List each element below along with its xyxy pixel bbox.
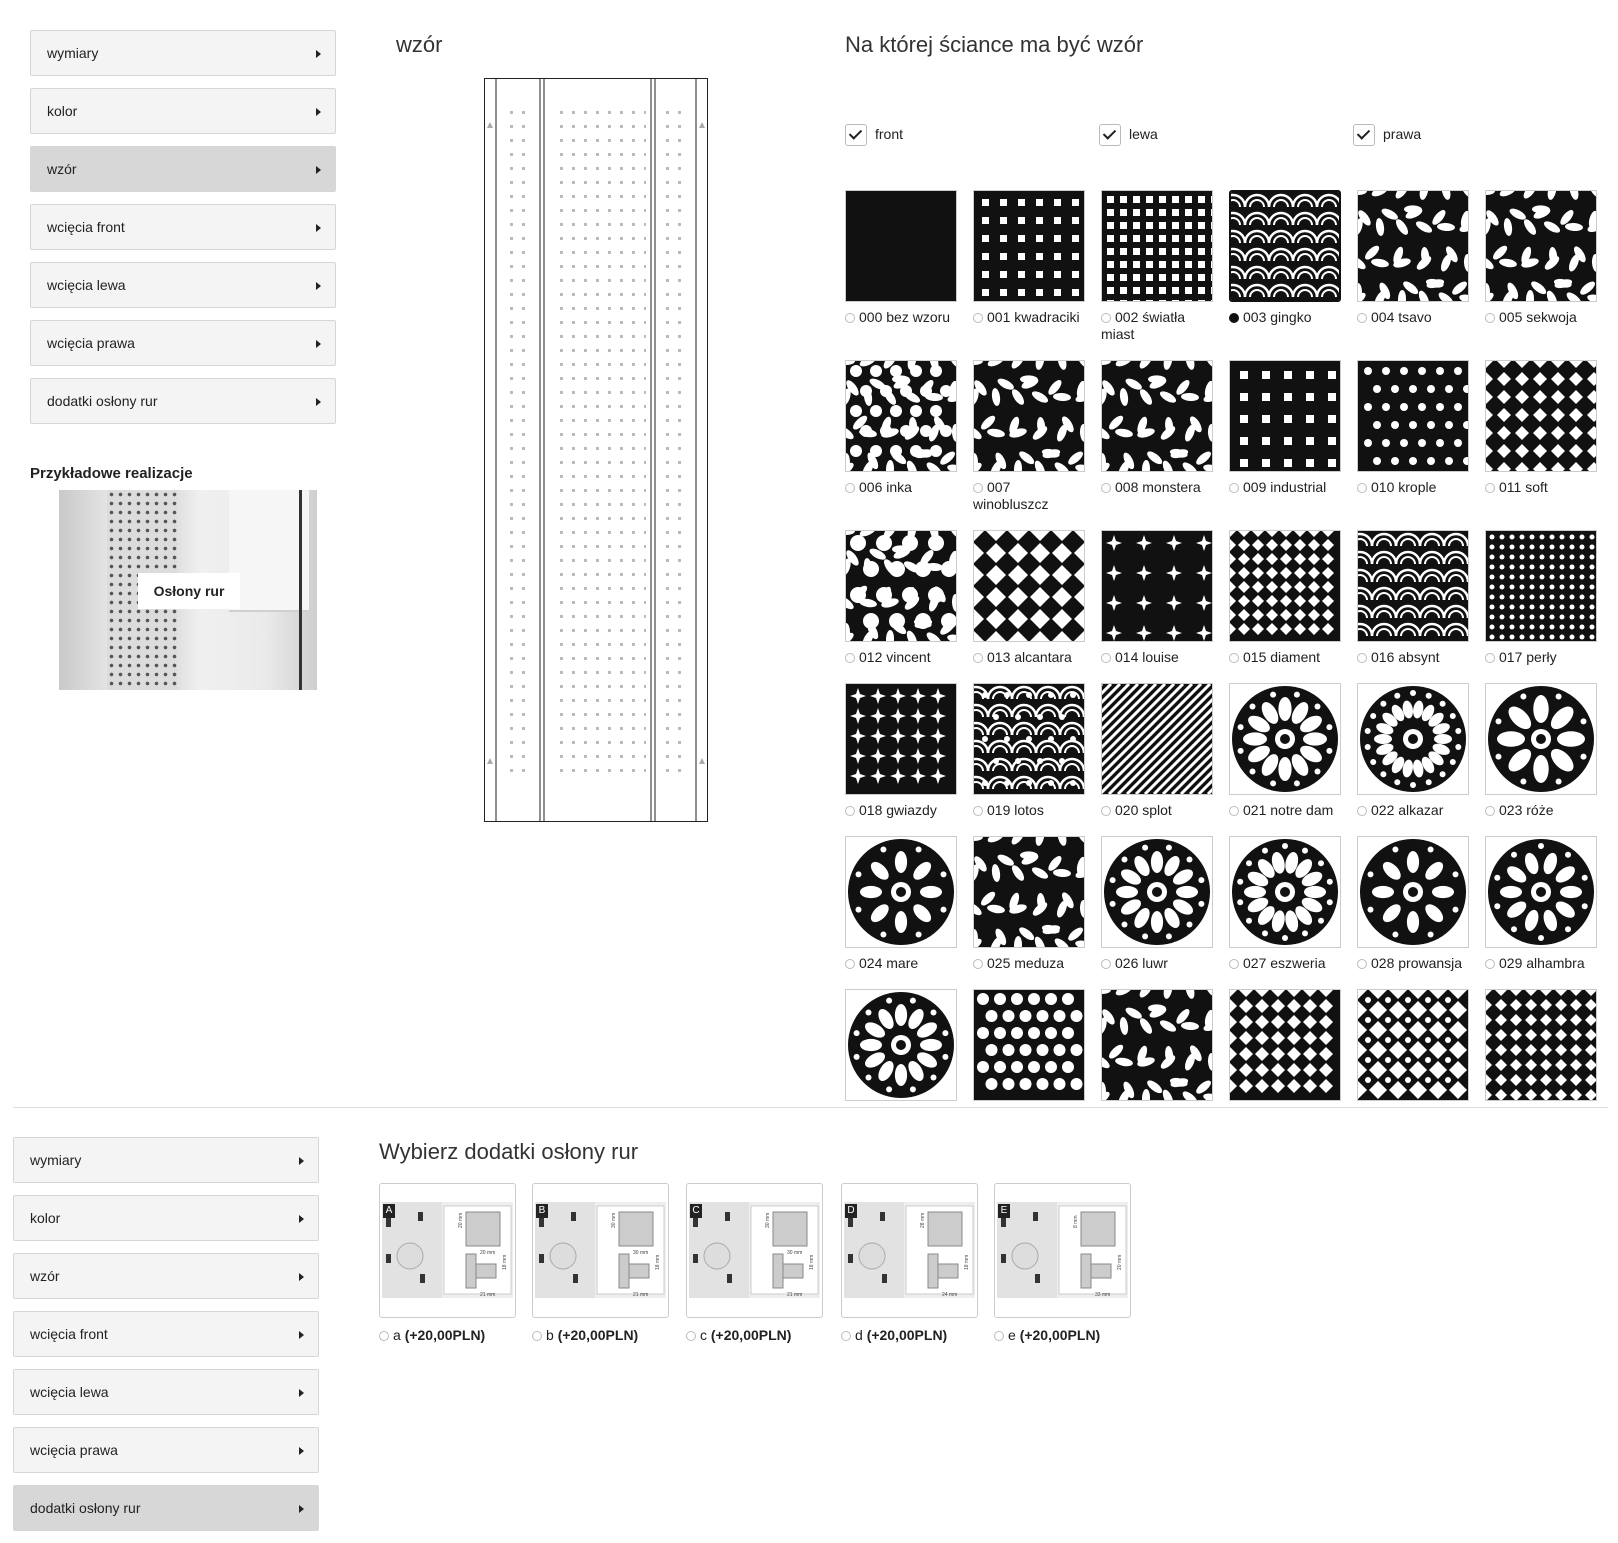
addon-dimension-label: 18 mm <box>809 1255 815 1270</box>
pattern-option-007-winobluszcz[interactable] <box>973 360 1085 513</box>
cabinet-photo <box>229 490 309 612</box>
pattern-label: 015 diament <box>1243 649 1320 665</box>
pattern-label: 023 róże <box>1499 802 1553 818</box>
pattern-radio[interactable] <box>1357 483 1367 493</box>
pattern-label: 002 światła miast <box>1101 309 1185 342</box>
pattern-option-021-notre-dam[interactable] <box>1229 683 1341 819</box>
caret-right-icon <box>299 1447 304 1455</box>
pattern-option-013-alcantara[interactable] <box>973 530 1085 666</box>
pattern-option-025-meduza[interactable] <box>973 836 1085 972</box>
pattern-option-015-diament[interactable] <box>1229 530 1341 666</box>
pattern-radio[interactable] <box>1101 483 1111 493</box>
sidebar-item-label: wymiary <box>47 45 98 61</box>
sidebar-bottom <box>13 1137 319 1543</box>
pattern-thumbnail[interactable] <box>845 989 957 1101</box>
pattern-thumbnail[interactable] <box>1357 836 1469 948</box>
pattern-radio[interactable] <box>1229 483 1239 493</box>
caret-right-icon <box>299 1505 304 1513</box>
pattern-radio[interactable] <box>845 806 855 816</box>
pattern-label: 026 luwr <box>1115 955 1168 971</box>
pattern-option-009-industrial[interactable] <box>1229 360 1341 496</box>
pattern-thumbnail[interactable] <box>1101 530 1213 642</box>
sidebar-item-wciecia-lewa[interactable] <box>13 1369 319 1415</box>
pattern-thumbnail[interactable] <box>1357 683 1469 795</box>
pattern-label: 029 alhambra <box>1499 955 1585 971</box>
pattern-radio[interactable] <box>973 806 983 816</box>
pattern-thumbnail[interactable] <box>1357 989 1469 1101</box>
sidebar-item-label: wcięcia prawa <box>30 1442 118 1458</box>
pattern-radio[interactable] <box>1101 313 1111 323</box>
addon-dimension-label: 18 mm <box>655 1255 661 1270</box>
addon-letter-badge: D <box>845 1204 857 1218</box>
pattern-option-022-alkazar[interactable] <box>1357 683 1469 819</box>
sidebar-item-kolor[interactable] <box>30 88 336 134</box>
sidebar-item-label: wcięcia lewa <box>47 277 126 293</box>
pattern-thumbnail[interactable] <box>973 530 1085 642</box>
pattern-thumbnail[interactable] <box>845 683 957 795</box>
pattern-radio[interactable] <box>1485 313 1495 323</box>
addon-name: a <box>393 1327 401 1343</box>
realizacje-photo[interactable] <box>59 490 317 690</box>
caret-right-icon <box>299 1157 304 1165</box>
pattern-label: 019 lotos <box>987 802 1044 818</box>
sidebar-item-wymiary[interactable] <box>30 30 336 76</box>
sidebar-item-label: wcięcia prawa <box>47 335 135 351</box>
pattern-thumbnail[interactable] <box>1357 530 1469 642</box>
checkbox-prawa-box[interactable] <box>1353 124 1375 146</box>
pattern-radio[interactable] <box>1357 653 1367 663</box>
addon-dimension-label: 30 mm <box>765 1213 771 1228</box>
pattern-label: 028 prowansja <box>1371 955 1462 971</box>
pattern-label: 005 sekwoja <box>1499 309 1577 325</box>
wall-select-title: Na której ściance ma być wzór <box>845 32 1143 58</box>
pattern-radio[interactable] <box>1485 959 1495 969</box>
sidebar-item-label: dodatki osłony rur <box>30 1500 141 1516</box>
pattern-radio[interactable] <box>845 313 855 323</box>
addon-dimension-label: 21 mm <box>787 1292 802 1298</box>
pattern-thumbnail[interactable] <box>973 836 1085 948</box>
addon-price: (+20,00PLN) <box>405 1327 486 1343</box>
pattern-thumbnail[interactable] <box>1101 190 1213 302</box>
pattern-label: 018 gwiazdy <box>859 802 937 818</box>
addon-dimension-label: 8 mm <box>1073 1216 1079 1229</box>
checkbox-prawa-label: prawa <box>1383 126 1421 142</box>
pattern-thumbnail[interactable] <box>845 360 957 472</box>
pattern-radio[interactable] <box>1229 806 1239 816</box>
pattern-radio[interactable] <box>973 653 983 663</box>
pattern-thumbnail[interactable] <box>1229 836 1341 948</box>
pattern-option[interactable] <box>845 989 957 1101</box>
pattern-option-020-splot[interactable] <box>1101 683 1213 819</box>
caret-right-icon <box>316 166 321 174</box>
pattern-option[interactable] <box>1229 989 1341 1101</box>
pattern-label: 004 tsavo <box>1371 309 1432 325</box>
pattern-label: 021 notre dam <box>1243 802 1333 818</box>
addon-dimension-label: 18 mm <box>502 1255 508 1270</box>
pattern-radio[interactable] <box>1101 653 1111 663</box>
sidebar-item-wciecia-prawa[interactable] <box>30 320 336 366</box>
addon-dimension-label: 30 mm <box>611 1213 617 1228</box>
pattern-thumbnail[interactable] <box>973 683 1085 795</box>
sidebar-item-kolor[interactable] <box>13 1195 319 1241</box>
addon-dimension-label: 20 mm <box>480 1250 495 1256</box>
realizacje-title: Przykładowe realizacje <box>30 465 193 482</box>
addon-dimension-label: 24 mm <box>942 1292 957 1298</box>
caret-right-icon <box>316 224 321 232</box>
addon-dimension-label: 20 mm <box>458 1213 464 1228</box>
addon-price: (+20,00PLN) <box>558 1327 639 1343</box>
pattern-option-029-alhambra[interactable] <box>1485 836 1597 972</box>
pattern-radio[interactable] <box>1357 806 1367 816</box>
addon-dimension-label: 30 mm <box>787 1250 802 1256</box>
checkbox-lewa[interactable] <box>1099 122 1158 146</box>
pattern-thumbnail[interactable] <box>845 836 957 948</box>
pattern-thumbnail[interactable] <box>1229 190 1341 302</box>
pattern-radio[interactable] <box>1101 806 1111 816</box>
addon-name: e <box>1008 1327 1016 1343</box>
sidebar-item-label: wymiary <box>30 1152 81 1168</box>
pattern-label: 006 inka <box>859 479 912 495</box>
sidebar-item-wymiary[interactable] <box>13 1137 319 1183</box>
caret-right-icon <box>316 340 321 348</box>
addon-image[interactable] <box>686 1183 823 1318</box>
pattern-thumbnail[interactable] <box>1101 989 1213 1101</box>
pattern-option-012-vincent[interactable] <box>845 530 957 666</box>
pattern-label: 008 monstera <box>1115 479 1201 495</box>
pattern-option-005-sekwoja[interactable] <box>1485 190 1597 326</box>
addon-price: (+20,00PLN) <box>711 1327 792 1343</box>
pattern-option-017-perly[interactable] <box>1485 530 1597 666</box>
sidebar-item-wzor[interactable] <box>30 146 336 192</box>
pattern-thumbnail[interactable] <box>1485 360 1597 472</box>
pattern-label: 017 perły <box>1499 649 1557 665</box>
checkbox-front[interactable] <box>845 122 903 146</box>
pattern-label: 014 louise <box>1115 649 1179 665</box>
addon-name: c <box>700 1327 707 1343</box>
pattern-option-010-krople[interactable] <box>1357 360 1469 496</box>
addon-radio[interactable] <box>379 1331 389 1341</box>
pattern-label: 009 industrial <box>1243 479 1326 495</box>
pattern-thumbnail[interactable] <box>1485 989 1597 1101</box>
glass-edge <box>299 490 302 690</box>
pattern-label: 003 gingko <box>1243 309 1312 325</box>
addon-radio[interactable] <box>841 1331 851 1341</box>
pattern-thumbnail[interactable] <box>1485 530 1597 642</box>
caret-right-icon <box>316 282 321 290</box>
addon-option-c[interactable] <box>686 1183 823 1343</box>
sidebar-item-label: wcięcia front <box>30 1326 108 1342</box>
pattern-option-008-monstera[interactable] <box>1101 360 1213 496</box>
pattern-option-023-roze[interactable] <box>1485 683 1597 819</box>
pattern-thumbnail[interactable] <box>1229 360 1341 472</box>
checkbox-lewa-box[interactable] <box>1099 124 1121 146</box>
addon-radio[interactable] <box>994 1331 1004 1341</box>
section-divider <box>13 1107 1608 1108</box>
pattern-thumbnail[interactable] <box>1229 989 1341 1101</box>
pattern-label: 022 alkazar <box>1371 802 1443 818</box>
addon-image[interactable] <box>994 1183 1131 1318</box>
pattern-thumbnail[interactable] <box>845 530 957 642</box>
sidebar-top <box>30 30 336 436</box>
addon-dimension-label: 21 mm <box>480 1292 495 1298</box>
sidebar-item-wciecia-front[interactable] <box>13 1311 319 1357</box>
addon-letter-badge: C <box>690 1204 702 1218</box>
addon-image[interactable] <box>379 1183 516 1318</box>
pattern-label: 027 eszweria <box>1243 955 1326 971</box>
caret-right-icon <box>299 1215 304 1223</box>
sidebar-item-label: kolor <box>47 103 77 119</box>
pattern-label: 024 mare <box>859 955 918 971</box>
pattern-thumbnail[interactable] <box>973 989 1085 1101</box>
caret-right-icon <box>299 1331 304 1339</box>
sidebar-item-label: dodatki osłony rur <box>47 393 158 409</box>
pattern-option[interactable] <box>973 989 1085 1101</box>
pattern-thumbnail[interactable] <box>1485 683 1597 795</box>
sidebar-item-wciecia-front[interactable] <box>30 204 336 250</box>
pattern-label: 007 winobluszcz <box>973 479 1048 512</box>
pattern-radio[interactable] <box>845 483 855 493</box>
addon-dimension-label: 28 mm <box>920 1213 926 1228</box>
pattern-radio[interactable] <box>1357 959 1367 969</box>
addon-option-b[interactable] <box>532 1183 669 1343</box>
addon-dimension-label: 30 mm <box>633 1250 648 1256</box>
pattern-option-019-lotos[interactable] <box>973 683 1085 819</box>
pattern-option-014-louise[interactable] <box>1101 530 1213 666</box>
pattern-thumbnail[interactable] <box>1229 683 1341 795</box>
checkbox-prawa[interactable] <box>1353 122 1421 146</box>
pattern-radio[interactable] <box>1229 313 1239 323</box>
pattern-option-001-kwadraciki[interactable] <box>973 190 1085 326</box>
sidebar-item-dodatki-oslony-rur[interactable] <box>30 378 336 424</box>
pattern-label: 020 splot <box>1115 802 1172 818</box>
addon-name: d <box>855 1327 863 1343</box>
addon-name: b <box>546 1327 554 1343</box>
pattern-thumbnail[interactable] <box>1485 190 1597 302</box>
addon-option-a[interactable] <box>379 1183 516 1343</box>
addon-price: (+20,00PLN) <box>1020 1327 1101 1343</box>
pattern-option-006-inka[interactable] <box>845 360 957 496</box>
addon-radio[interactable] <box>532 1331 542 1341</box>
pattern-option-027-eszweria[interactable] <box>1229 836 1341 972</box>
pattern-radio[interactable] <box>1485 653 1495 663</box>
sidebar-item-wciecia-prawa[interactable] <box>13 1427 319 1473</box>
pattern-label: 011 soft <box>1499 479 1548 495</box>
caret-right-icon <box>299 1273 304 1281</box>
pattern-label: 000 bez wzoru <box>859 309 950 325</box>
sidebar-item-dodatki-oslony-rur[interactable] <box>13 1485 319 1531</box>
sidebar-item-label: kolor <box>30 1210 60 1226</box>
addon-dimension-label: 18 mm <box>964 1255 970 1270</box>
photo-label: Osłony rur <box>138 573 240 609</box>
pattern-thumbnail[interactable] <box>973 190 1085 302</box>
pattern-radio[interactable] <box>1229 959 1239 969</box>
pattern-thumbnail[interactable] <box>1101 683 1213 795</box>
pattern-option[interactable] <box>1101 989 1213 1101</box>
pattern-option-003-gingko[interactable] <box>1229 190 1341 326</box>
pattern-thumbnail[interactable] <box>1357 190 1469 302</box>
pattern-radio[interactable] <box>1101 959 1111 969</box>
pattern-radio[interactable] <box>845 959 855 969</box>
sidebar-item-label: wcięcia front <box>47 219 125 235</box>
addon-image[interactable] <box>841 1183 978 1318</box>
checkbox-lewa-label: lewa <box>1129 126 1158 142</box>
sidebar-item-wzor[interactable] <box>13 1253 319 1299</box>
pattern-option[interactable] <box>1485 989 1597 1101</box>
pattern-radio[interactable] <box>973 959 983 969</box>
pattern-radio[interactable] <box>845 653 855 663</box>
sidebar-item-label: wzór <box>30 1268 60 1284</box>
pattern-thumbnail[interactable] <box>1357 360 1469 472</box>
checkbox-front-box[interactable] <box>845 124 867 146</box>
pattern-option-002-swiatla-miast[interactable] <box>1101 190 1213 343</box>
pattern-label: 013 alcantara <box>987 649 1072 665</box>
addon-dimension-label: 21 mm <box>633 1292 648 1298</box>
pattern-radio[interactable] <box>973 313 983 323</box>
pipe-cover-preview <box>484 78 708 822</box>
addon-image[interactable] <box>532 1183 669 1318</box>
caret-right-icon <box>299 1389 304 1397</box>
caret-right-icon <box>316 50 321 58</box>
caret-right-icon <box>316 398 321 406</box>
pattern-thumbnail[interactable] <box>845 190 957 302</box>
pattern-radio[interactable] <box>1357 313 1367 323</box>
pattern-option-000-bez-wzoru[interactable] <box>845 190 957 326</box>
pattern-label: 016 absynt <box>1371 649 1440 665</box>
pattern-radio[interactable] <box>973 483 983 493</box>
addon-letter-badge: A <box>383 1204 395 1218</box>
addon-price: (+20,00PLN) <box>867 1327 948 1343</box>
pattern-radio[interactable] <box>1485 806 1495 816</box>
pattern-option-024-mare[interactable] <box>845 836 957 972</box>
pattern-thumbnail[interactable] <box>1101 836 1213 948</box>
sidebar-item-label: wcięcia lewa <box>30 1384 109 1400</box>
pattern-option-016-absynt[interactable] <box>1357 530 1469 666</box>
pattern-option-011-soft[interactable] <box>1485 360 1597 496</box>
pattern-option-028-prowansja[interactable] <box>1357 836 1469 972</box>
addon-dimension-label: 33 mm <box>1095 1292 1110 1298</box>
pattern-label: 025 meduza <box>987 955 1064 971</box>
addon-letter-badge: E <box>998 1204 1010 1218</box>
pattern-option-004-tsavo[interactable] <box>1357 190 1469 326</box>
addon-radio[interactable] <box>686 1331 696 1341</box>
addon-option-e[interactable] <box>994 1183 1131 1343</box>
pattern-option-018-gwiazdy[interactable] <box>845 683 957 819</box>
addon-dimension-label: 20 mm <box>1117 1255 1123 1270</box>
sidebar-item-wciecia-lewa[interactable] <box>30 262 336 308</box>
addon-option-d[interactable] <box>841 1183 978 1343</box>
addon-letter-badge: B <box>536 1204 548 1218</box>
pattern-label: 012 vincent <box>859 649 931 665</box>
sidebar-item-label: wzór <box>47 161 77 177</box>
checkbox-front-label: front <box>875 126 903 142</box>
pattern-radio[interactable] <box>1485 483 1495 493</box>
pattern-label: 010 krople <box>1371 479 1436 495</box>
pattern-thumbnail[interactable] <box>1485 836 1597 948</box>
pattern-option[interactable] <box>1357 989 1469 1101</box>
pattern-option-026-luwr[interactable] <box>1101 836 1213 972</box>
preview-title: wzór <box>396 32 442 58</box>
pattern-radio[interactable] <box>1229 653 1239 663</box>
pattern-thumbnail[interactable] <box>1229 530 1341 642</box>
pattern-thumbnail[interactable] <box>973 360 1085 472</box>
pattern-label: 001 kwadraciki <box>987 309 1080 325</box>
addons-title: Wybierz dodatki osłony rur <box>379 1139 638 1165</box>
caret-right-icon <box>316 108 321 116</box>
pattern-thumbnail[interactable] <box>1101 360 1213 472</box>
